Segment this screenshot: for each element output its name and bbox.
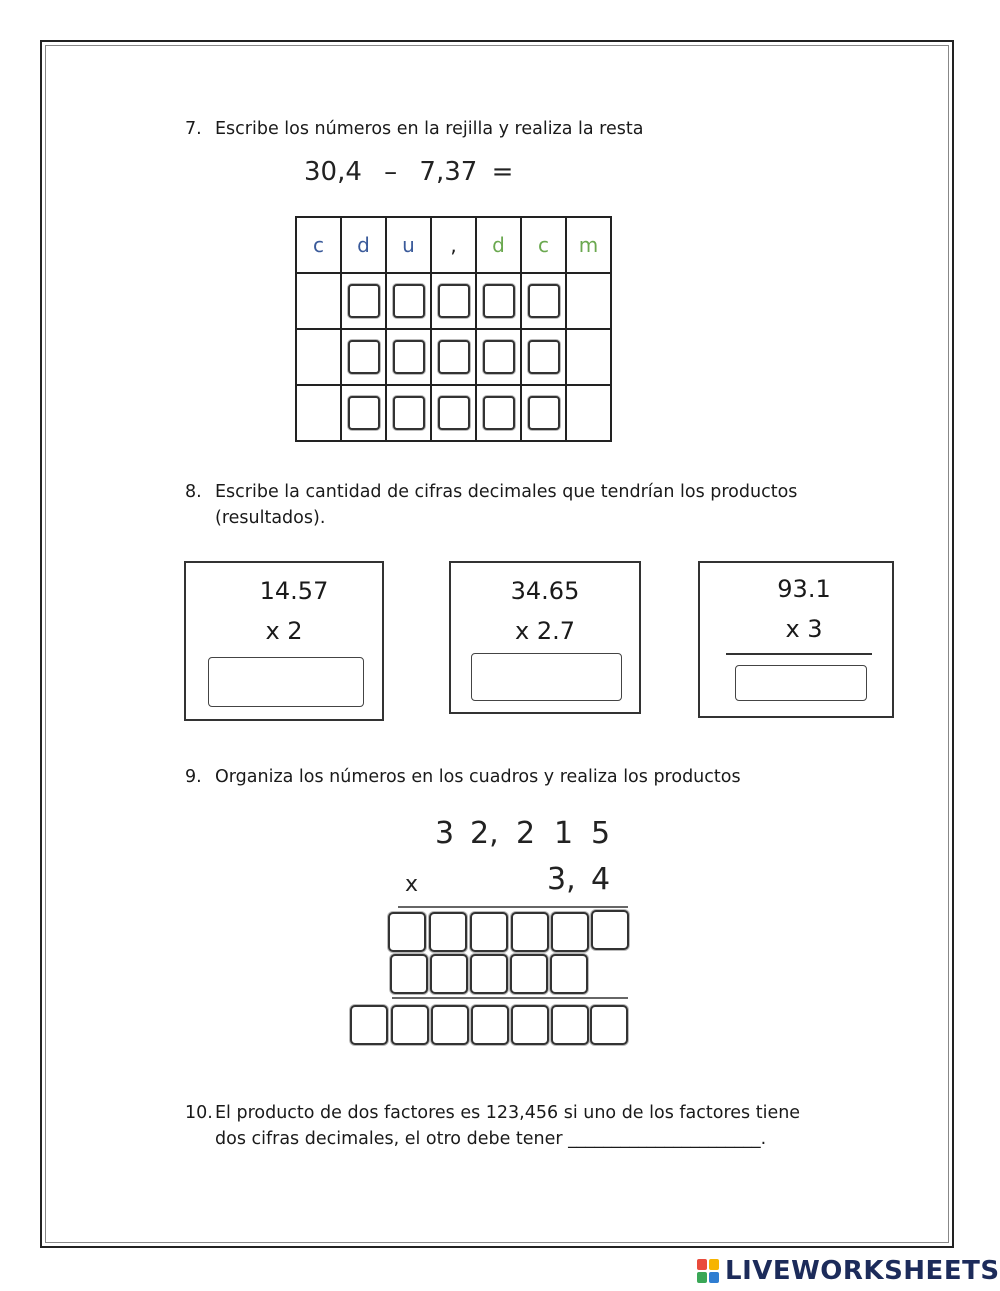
header-comma: , [431, 217, 476, 273]
header-d: d [341, 217, 386, 273]
answer-box[interactable] [438, 340, 470, 374]
header-d-decimal: d [476, 217, 521, 273]
answer-box[interactable] [591, 910, 629, 950]
answer-box[interactable] [471, 1005, 509, 1045]
answer-box[interactable] [511, 912, 549, 952]
digit: 3, [547, 862, 576, 897]
liveworksheets-logo [697, 1254, 1000, 1288]
minuend: 30,4 [304, 157, 362, 187]
answer-box[interactable] [393, 396, 425, 430]
factor-bottom: x 2.7 [515, 617, 575, 645]
digit: 2 [516, 816, 536, 851]
equals-sign: = [491, 157, 514, 187]
question-text-line2: (resultados). [215, 508, 326, 528]
digit: 1 [554, 816, 574, 851]
answer-box[interactable] [511, 1005, 549, 1045]
factor-bottom: x 2 [265, 617, 303, 645]
sum-line [392, 997, 628, 999]
digit: 5 [591, 816, 611, 851]
question-text-line1: Escribe la cantidad de cifras decimales que tendrían los productos [215, 482, 798, 502]
answer-box[interactable] [438, 284, 470, 318]
answer-input[interactable] [735, 665, 867, 701]
question-number: 10. [185, 1103, 213, 1123]
answer-box[interactable] [470, 954, 508, 994]
factor-top: 14.57 [259, 577, 329, 605]
product-card-3 [698, 561, 894, 718]
answer-box[interactable] [483, 284, 515, 318]
question-text-line1: El producto de dos factores es 123,456 si uno de los factores tiene [215, 1103, 801, 1123]
answer-box[interactable] [528, 284, 560, 318]
answer-box[interactable] [528, 396, 560, 430]
subtraction-equation [304, 157, 513, 187]
digit: 4 [591, 862, 611, 897]
product-card-2 [449, 561, 641, 714]
grid-row-subtrahend [296, 329, 611, 385]
answer-box[interactable] [393, 340, 425, 374]
question-8 [185, 479, 905, 535]
question-number: 9. [185, 767, 202, 787]
grid-row-result [296, 385, 611, 441]
factor-top: 93.1 [777, 575, 831, 603]
answer-box[interactable] [550, 954, 588, 994]
product-card-1 [184, 561, 384, 721]
times-sign: x [405, 872, 419, 897]
answer-box[interactable] [348, 340, 380, 374]
answer-box[interactable] [431, 1005, 469, 1045]
answer-box[interactable] [393, 284, 425, 318]
answer-box[interactable] [429, 912, 467, 952]
answer-box[interactable] [470, 912, 508, 952]
answer-input[interactable] [208, 657, 364, 707]
question-text-line2: dos cifras decimales, el otro debe tener ______________________. [215, 1129, 767, 1149]
answer-box[interactable] [348, 396, 380, 430]
question-text: Organiza los números en los cuadros y realiza los productos [215, 767, 741, 787]
answer-box[interactable] [551, 1005, 589, 1045]
logo-icon [697, 1259, 719, 1283]
factor-top: 34.65 [510, 577, 580, 605]
header-c-decimal: c [521, 217, 566, 273]
product-rule [726, 653, 872, 655]
logo-text: LIVEWORKSHEETS [725, 1256, 1000, 1286]
answer-box[interactable] [483, 396, 515, 430]
answer-box[interactable] [388, 912, 426, 952]
answer-box[interactable] [438, 396, 470, 430]
place-value-grid [295, 216, 612, 442]
answer-box[interactable] [348, 284, 380, 318]
answer-box[interactable] [483, 340, 515, 374]
answer-box[interactable] [390, 954, 428, 994]
answer-box[interactable] [590, 1005, 628, 1045]
multiplication-line [398, 906, 628, 908]
answer-box[interactable] [551, 912, 589, 952]
answer-box[interactable] [391, 1005, 429, 1045]
question-text: Escribe los números en la rejilla y realiza la resta [215, 119, 644, 139]
answer-input[interactable] [471, 653, 622, 701]
question-number: 8. [185, 482, 202, 502]
grid-row-minuend [296, 273, 611, 329]
question-10 [185, 1100, 905, 1156]
header-m-decimal: m [566, 217, 611, 273]
question-number: 7. [185, 119, 202, 139]
digit: 3 [435, 816, 455, 851]
minus-sign: – [384, 157, 398, 187]
subtrahend: 7,37 [419, 157, 478, 187]
answer-box[interactable] [510, 954, 548, 994]
header-u: u [386, 217, 431, 273]
digit: 2, [470, 816, 499, 851]
answer-box[interactable] [430, 954, 468, 994]
answer-box[interactable] [350, 1005, 388, 1045]
header-c: c [296, 217, 341, 273]
answer-box[interactable] [528, 340, 560, 374]
factor-bottom: x 3 [785, 615, 823, 643]
